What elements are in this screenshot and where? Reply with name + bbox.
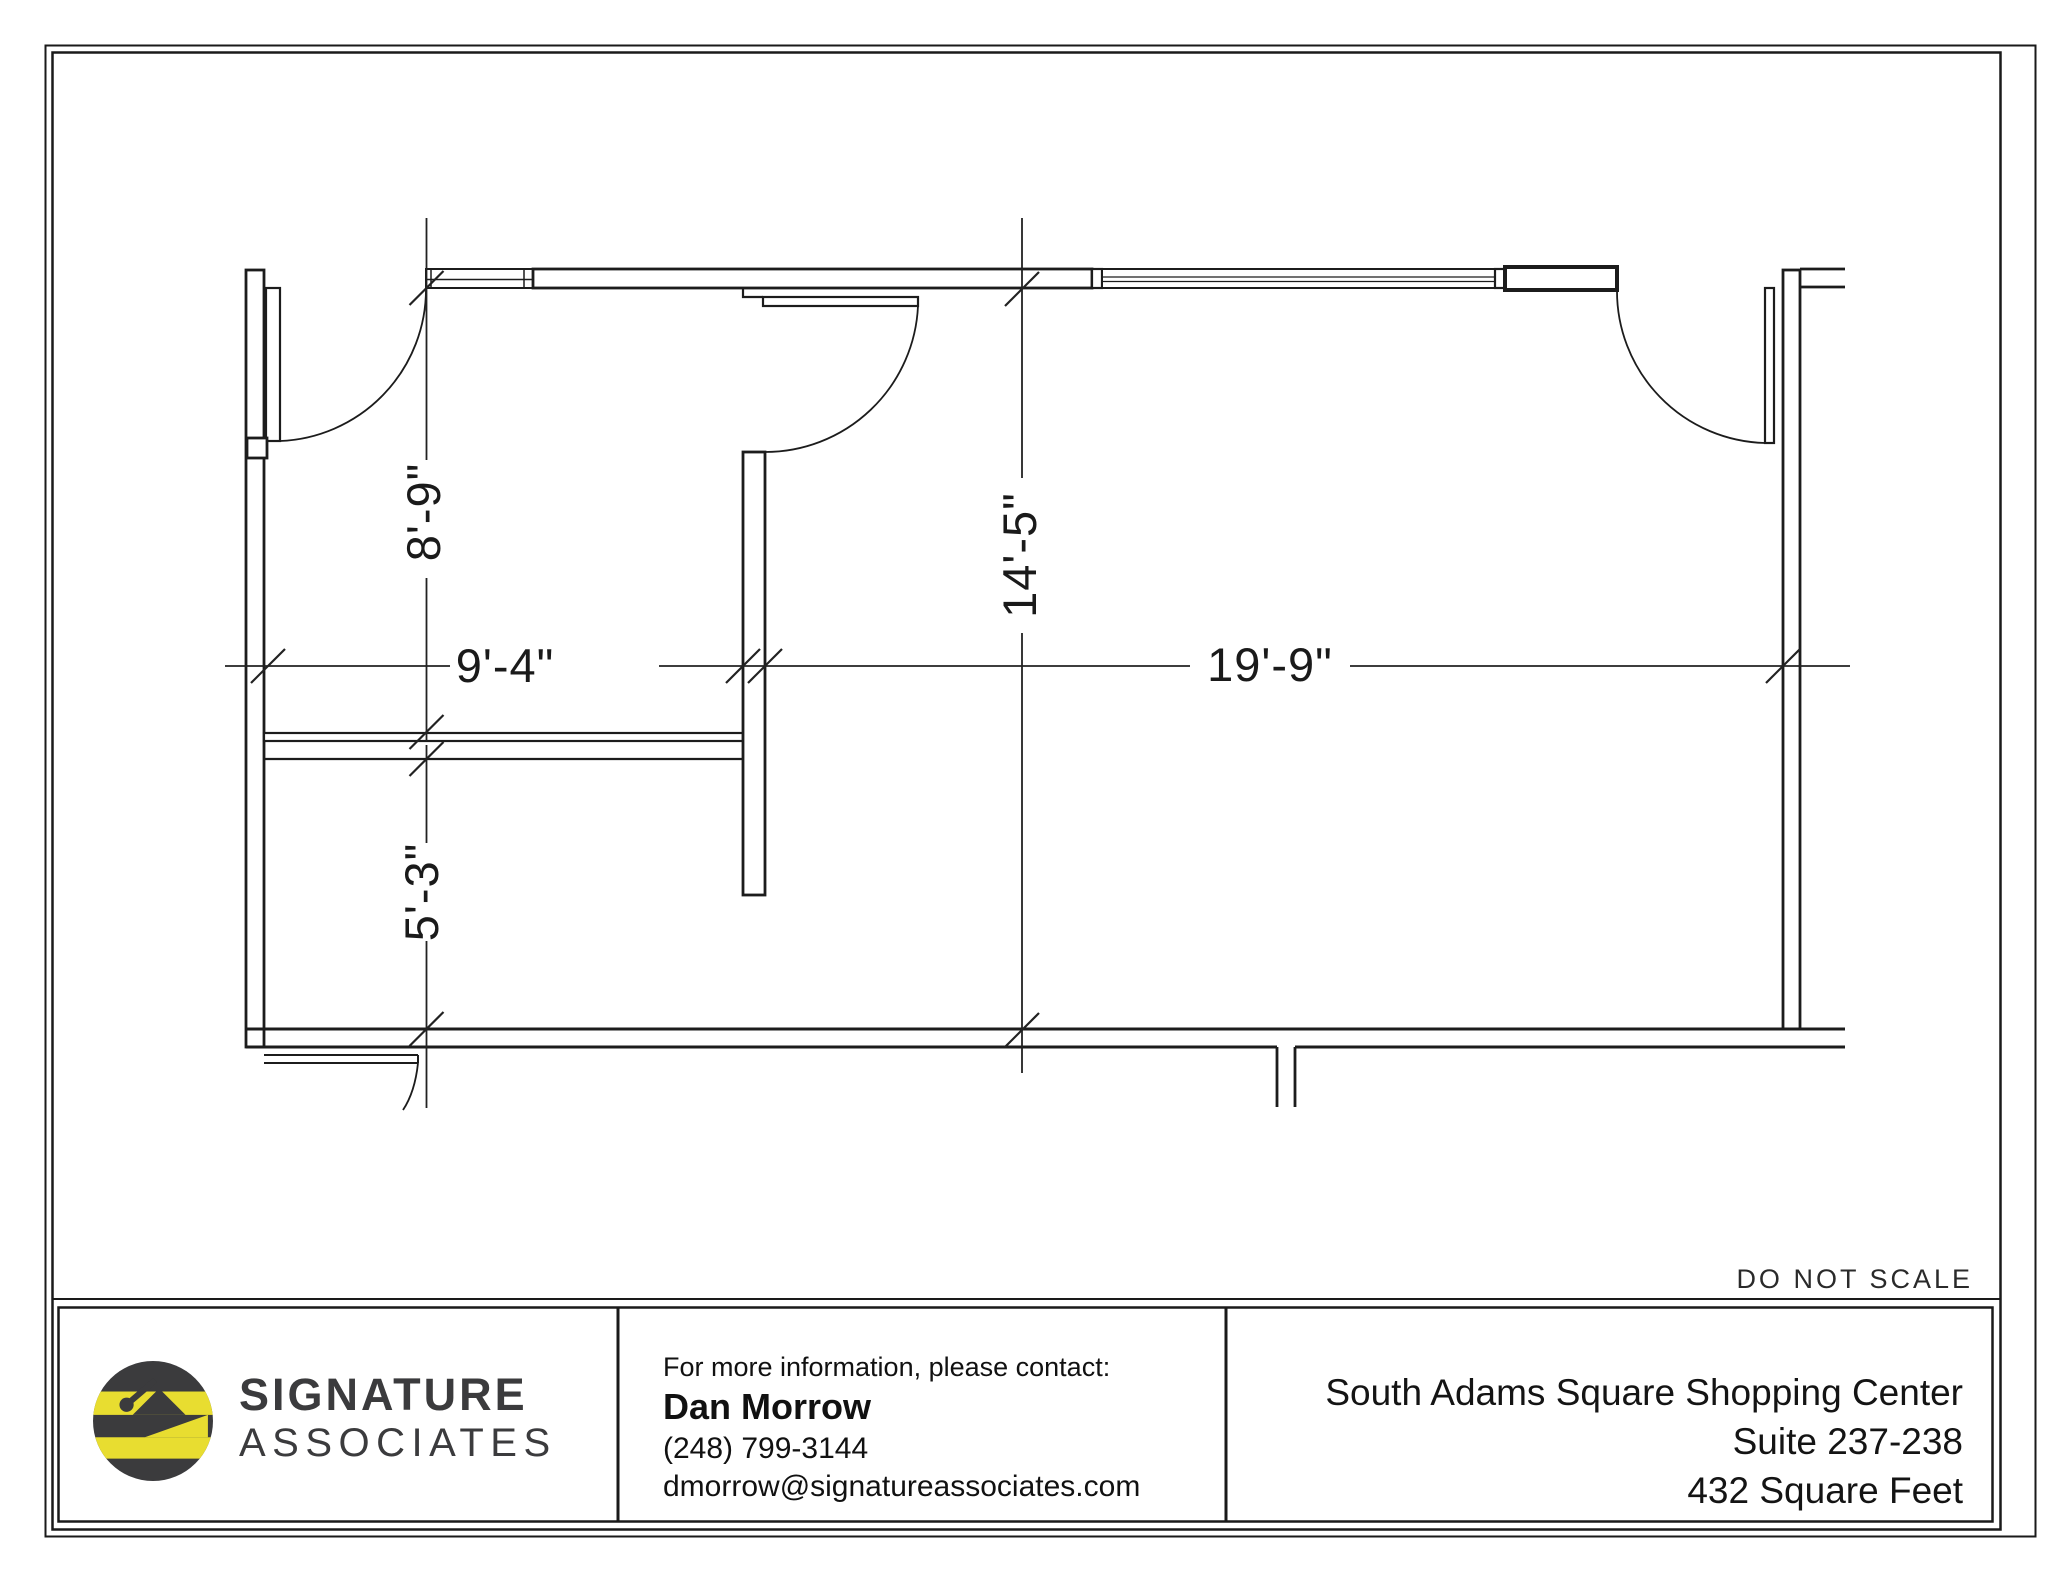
dim-label-8-9: 8'-9": [397, 462, 450, 562]
contact-intro: For more information, please contact:: [663, 1352, 1111, 1382]
dim-label-14-5: 14'-5": [993, 492, 1046, 618]
brand-line-2: ASSOCIATES: [239, 1421, 557, 1465]
dim-label-19-9: 19'-9": [1207, 638, 1333, 691]
signature-associates-logo: [92, 1360, 214, 1482]
contact-phone: (248) 799-3144: [663, 1432, 869, 1465]
dim-label-5-3: 5'-3": [395, 842, 448, 942]
property-name: South Adams Square Shopping Center: [1325, 1372, 1963, 1413]
contact-email: dmorrow@signatureassociates.com: [663, 1470, 1141, 1503]
property-info: [1325, 1368, 1963, 1515]
property-suite: Suite 237-238: [1732, 1421, 1963, 1462]
contact-info: [663, 1350, 1140, 1506]
brand-line-1: SIGNATURE: [239, 1369, 528, 1420]
brand-name: [239, 1369, 557, 1465]
property-area: 432 Square Feet: [1687, 1470, 1963, 1511]
logo-icon: [92, 1360, 214, 1482]
do-not-scale-note: DO NOT SCALE: [1736, 1264, 1973, 1294]
dim-label-9-4: 9'-4": [455, 639, 555, 692]
contact-name: Dan Morrow: [663, 1386, 872, 1427]
